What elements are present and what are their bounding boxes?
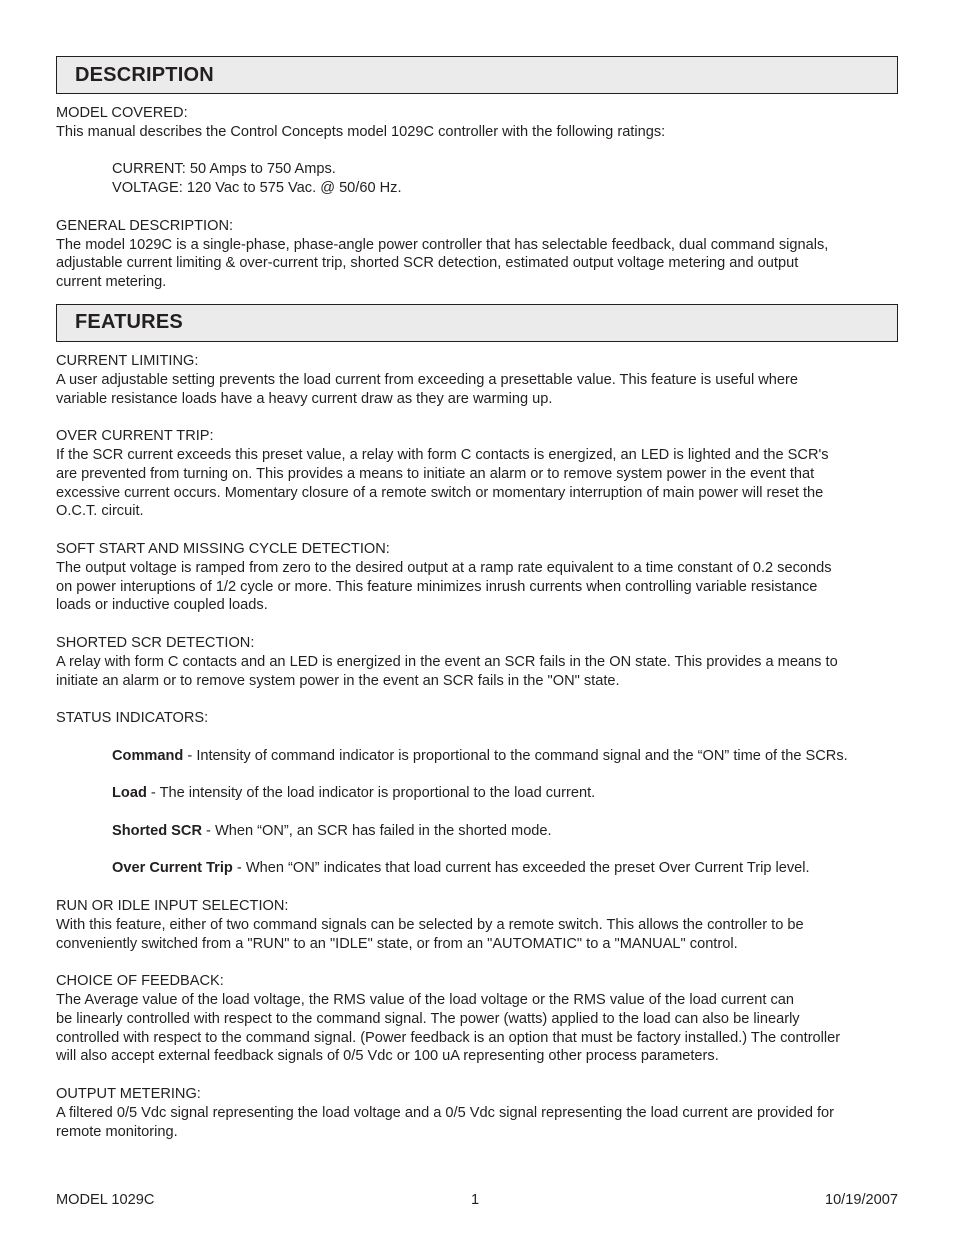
model-covered-text: This manual describes the Control Concepts model 1029C controller with the following ratings: [56,123,666,140]
manual-page [56,56,898,1141]
indicator-description: - The intensity of the load indicator is proportional to the load current. [146,785,596,802]
indicator-description: - Intensity of command indicator is proportional to the command signal and the “ON” time of the SCRs. [183,747,848,764]
indicator-load [56,784,898,803]
indicator-shorted-scr [56,822,898,841]
shorted-scr-text: A relay with form C contacts and an LED is energized in the event an SCR fails in the ON state. This provides a means to initiate an alarm or to remove system power in the event an SCR fails in the "ON" state. [56,653,838,689]
voltage-rating: VOLTAGE: 120 Vac to 575 Vac. @ 50/60 Hz. [112,180,402,197]
description-body [56,104,898,292]
over-current-trip-label: OVER CURRENT TRIP: [56,428,214,445]
output-metering-label: OUTPUT METERING: [56,1086,201,1103]
description-header [56,56,898,94]
footer-page-number: 1 [471,1192,480,1208]
soft-start-text: The output voltage is ramped from zero to the desired output at a ramp rate equivalent to a time constant of 0.2 seconds on power interuptions of 1/2 cycle or more. This feature minimizes inrush currents when controlling variable resistance loads or inductive coupled loads. [56,559,832,614]
shorted-scr-label: SHORTED SCR DETECTION: [56,634,255,651]
general-description-label: GENERAL DESCRIPTION: [56,217,234,234]
feedback-text: The Average value of the load voltage, the RMS value of the load voltage or the RMS value of the load current can be linearly controlled with respect to the command signal. The power (watts) applied to the load can also be linearly controlled with respect to the command signal. (Power feedback is an option that must be factory installed.) The controller will also accept external feedback signals of 0/5 Vdc or 100 uA representing other process parameters. [56,992,841,1065]
indicator-name: Command [112,747,184,764]
features-heading: FEATURES [75,311,183,334]
model-covered-label: MODEL COVERED: [56,105,188,121]
indicator-over-current-trip [56,859,898,878]
features-body [56,352,898,1141]
current-rating: CURRENT: 50 Amps to 750 Amps. [112,161,336,178]
indicator-description: - When “ON” indicates that load current has exceeded the preset Over Current Trip level. [232,860,810,877]
indicator-name: Shorted SCR [112,822,202,839]
description-heading: DESCRIPTION [75,63,214,86]
soft-start-label: SOFT START AND MISSING CYCLE DETECTION: [56,540,390,557]
footer-date: 10/19/2007 [824,1192,898,1208]
feedback-label: CHOICE OF FEEDBACK: [56,973,224,990]
run-idle-label: RUN OR IDLE INPUT SELECTION: [56,898,289,915]
over-current-trip-text: If the SCR current exceeds this preset value, a relay with form C contacts is energized, an LED is lighted and the SCR's are prevented from turning on. This provides a means to initiate an alarm or to remove system power in the event that excessive current occurs. Momentary closure of a remote switch or momentary interruption of main power will reset the O.C.T. circuit. [56,446,829,520]
run-idle-text: With this feature, either of two command signals can be selected by a remote switch. This allows the controller to be conveniently switched from a "RUN" to an "IDLE" state, or from an "AUTOMATIC" to a "MANUAL" control. [56,916,804,952]
indicator-description: - When “ON”, an SCR has failed in the shorted mode. [202,822,552,839]
output-metering-text: A filtered 0/5 Vdc signal representing the load voltage and a 0/5 Vdc signal representing the load current are provided for remote monitoring. [56,1104,835,1140]
current-limiting-text: A user adjustable setting prevents the load current from exceeding a presettable value. This feature is useful where variable resistance loads have a heavy current draw as they are warming up. [56,371,799,407]
indicator-command [56,747,898,766]
indicator-name: Load [112,785,147,802]
footer-model: MODEL 1029C [56,1192,155,1208]
indicator-name: Over Current Trip [112,860,233,877]
current-limiting-label: CURRENT LIMITING: [56,352,199,369]
features-header [56,304,898,342]
status-indicators-label: STATUS INDICATORS: [56,710,209,727]
general-description-text: The model 1029C is a single-phase, phase-angle power controller that has selectable feedback, dual command signals, adjustable current limiting & over-current trip, shorted SCR detection, estimated output voltage metering and output current metering. [56,236,829,291]
